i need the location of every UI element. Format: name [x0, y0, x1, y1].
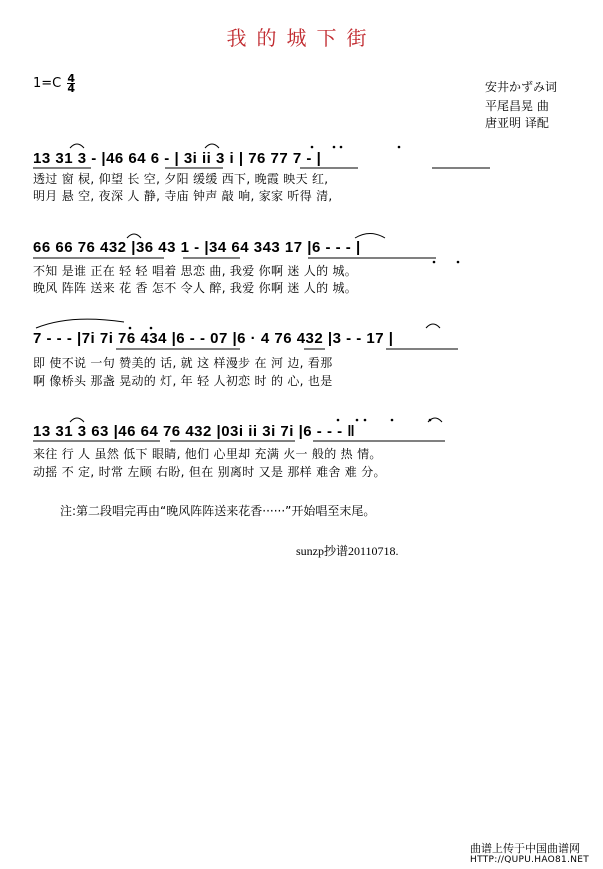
octave-dot [356, 419, 359, 422]
tie-mark [70, 144, 84, 148]
system-3-notes: 7 - - - |7i 7i 76 434 |6 - - 07 |6 · 4 76 432 |3 - - 17 | [33, 330, 394, 347]
octave-dot [333, 146, 336, 149]
system-1-lyrics-verse-1: 透过 窗 棂, 仰望 长 空, 夕阳 缓缓 西下, 晚霞 映天 红, [33, 172, 329, 186]
footnote: 注:第二段唱完再由“晚风阵阵送来花香······”开始唱至末尾。 [60, 504, 376, 518]
system-2-lyrics-verse-2: 晚风 阵阵 送来 花 香 怎不 令人 醉, 我爱 你啊 迷 人的 城。 [33, 281, 358, 295]
slur-mark [36, 319, 124, 328]
composer-credit: 平尾昌晃 曲 [485, 99, 549, 113]
system-3-lyrics-verse-2: 啊 像桥头 那盏 晃动的 灯, 年 轻 人初恋 时 的 心, 也是 [33, 374, 333, 388]
tie-mark [205, 144, 219, 148]
system-2-lyrics-verse-1: 不知 是谁 正在 轻 轻 唱着 思恋 曲, 我爱 你啊 迷 人的 城。 [33, 264, 358, 278]
song-title: 我的城下街 [226, 26, 377, 50]
system-4-lyrics-verse-2: 动摇 不 定, 时常 左顾 右盼, 但在 别离时 又是 那样 难舍 难 分。 [33, 465, 386, 479]
system-3-lyrics-verse-1: 即 使不说 一句 赞美的 话, 就 这 样漫步 在 河 边, 看那 [33, 356, 333, 370]
tie-mark [127, 234, 141, 238]
system-2-notes: 66 66 76 432 |36 43 1 - |34 64 343 17 |6 - - - | [33, 239, 361, 256]
octave-dot [433, 261, 436, 264]
lyricist-credit: 安井かずみ词 [485, 80, 558, 94]
translator-credit: 唐亚明 译配 [485, 116, 549, 130]
tie-mark [355, 234, 385, 239]
transcriber-signature: sunzp抄谱20110718. [296, 544, 399, 558]
system-1-notes: 13 31 3 - |46 64 6 - | 3i ii 3 i | 76 77 7 - | [33, 150, 322, 167]
octave-dot [364, 419, 367, 422]
octave-dot [429, 419, 432, 422]
octave-dot [337, 419, 340, 422]
octave-dot [311, 146, 314, 149]
system-4-notes: 13 31 3 63 |46 64 76 432 |03i ii 3i 7i |6 - - - ‖ [33, 423, 356, 440]
tie-mark [426, 324, 440, 328]
system-1-lyrics-verse-2: 明月 悬 空, 夜深 人 静, 寺庙 钟声 敲 响, 家家 听得 清, [33, 189, 333, 203]
watermark-url[interactable]: HTTP://QUPU.HAO81.NET [470, 855, 590, 865]
system-4-lyrics-verse-1: 来往 行 人 虽然 低下 眼睛, 他们 心里却 充满 火一 般的 热 情。 [33, 447, 382, 461]
time-beats: 4 [67, 72, 76, 85]
octave-dot [398, 146, 401, 149]
watermark-text: 曲谱上传于中国曲谱网 [470, 842, 580, 855]
octave-dot [150, 327, 153, 330]
tie-mark [70, 418, 84, 422]
time-unit: 4 [67, 82, 76, 95]
octave-dot [129, 327, 132, 330]
octave-dot [340, 146, 343, 149]
key-label: 1=C [33, 76, 62, 91]
octave-dot [391, 419, 394, 422]
octave-dot [457, 261, 460, 264]
